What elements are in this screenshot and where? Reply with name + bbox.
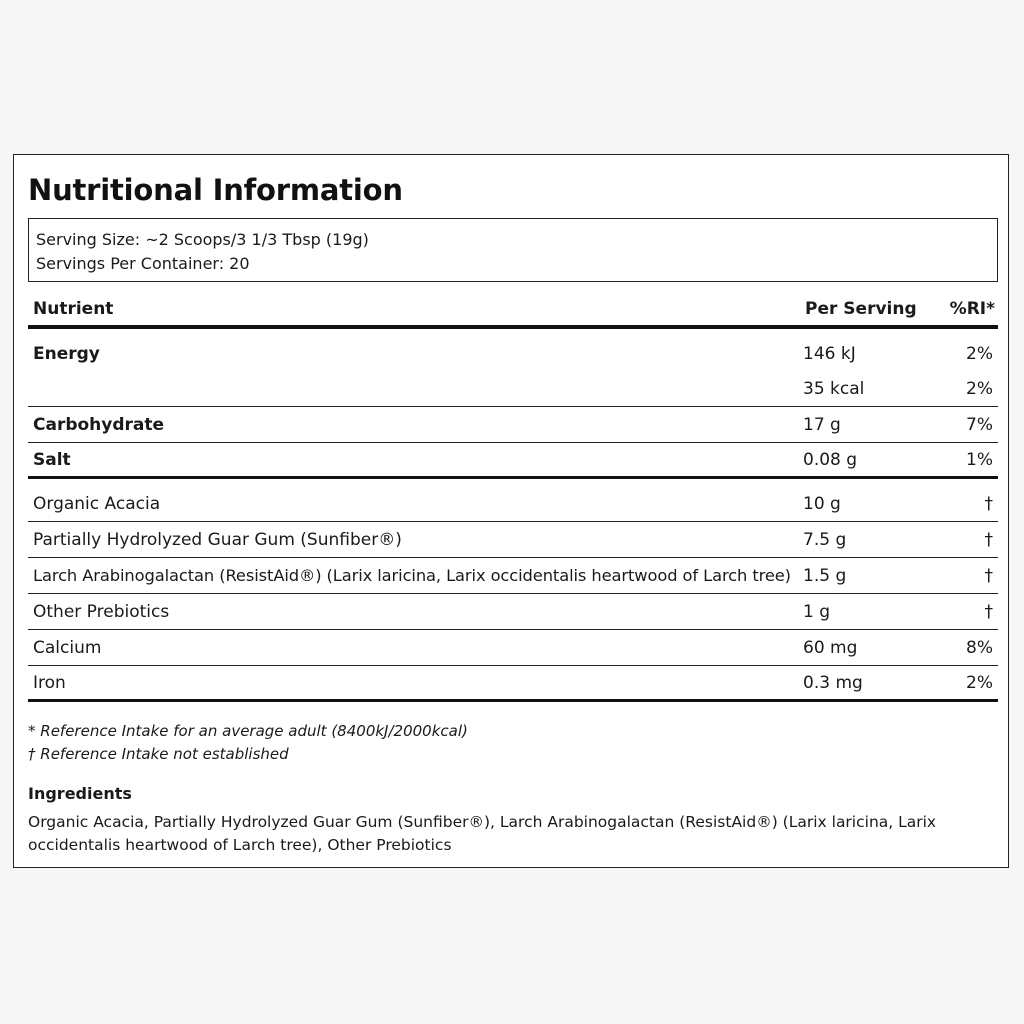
nutrient-amount: 1.5 g: [803, 565, 847, 586]
footnotes: [28, 720, 468, 766]
nutrient-name: Salt: [33, 449, 71, 470]
nutrient-name: Larch Arabinogalactan (ResistAid®) (Larix laricina, Larix occidentalis heartwood of Larch tree): [33, 566, 791, 585]
serving-size: Serving Size: ~2 Scoops/3 1/3 Tbsp (19g): [36, 230, 369, 249]
nutrient-ri: †: [984, 565, 993, 586]
energy-kj-ri: 2%: [966, 344, 993, 364]
nutrient-name: Calcium: [33, 637, 102, 658]
table-header: [28, 293, 998, 329]
nutrient-name: Other Prebiotics: [33, 601, 170, 622]
nutrient-ri: 7%: [966, 414, 993, 435]
table-row-organic-acacia: [28, 479, 998, 522]
table-row-carbohydrate: [28, 407, 998, 443]
nutrient-amount: 17 g: [803, 414, 841, 435]
nutrient-amount: 7.5 g: [803, 529, 847, 550]
table-row-calcium: [28, 630, 998, 666]
nutrient-amount: 1 g: [803, 601, 831, 622]
nutrient-amount: 0.3 mg: [803, 672, 863, 693]
nutrient-ri: 8%: [966, 637, 993, 658]
header-per-serving: Per Serving: [805, 299, 917, 319]
table-row-iron: [28, 666, 998, 702]
serving-info-box: [28, 218, 998, 282]
table-row-larch-arabinogalactan: [28, 558, 998, 594]
nutrient-name: Carbohydrate: [33, 414, 165, 435]
nutrition-panel: [13, 154, 1009, 868]
nutrient-amount: 60 mg: [803, 637, 858, 658]
table-row-energy: [28, 329, 998, 407]
energy-kj: 146 kJ: [803, 344, 856, 364]
nutrient-ri: †: [984, 601, 993, 622]
ingredients-text: Organic Acacia, Partially Hydrolyzed Guar Gum (Sunfiber®), Larch Arabinogalactan (ResistAid®) (Larix laricina, Larix occidentalis heartwood of Larch tree), Other Prebiotics: [28, 813, 937, 854]
energy-kcal-ri: 2%: [966, 379, 993, 399]
table-row-salt: [28, 443, 998, 479]
nutrient-amount: 10 g: [803, 493, 841, 514]
header-nutrient: Nutrient: [33, 299, 114, 319]
nutrient-amount: 0.08 g: [803, 449, 858, 470]
nutrient-name: Partially Hydrolyzed Guar Gum (Sunfiber®): [33, 529, 402, 550]
energy-kcal: 35 kcal: [803, 379, 865, 399]
nutrient-name: Energy: [33, 344, 100, 364]
table-row-other-prebiotics: [28, 594, 998, 630]
nutrient-ri: 2%: [966, 672, 993, 693]
header-ri: %RI*: [949, 299, 995, 319]
nutrient-name: Organic Acacia: [33, 493, 161, 514]
servings-per-container: Servings Per Container: 20: [36, 254, 250, 273]
table-row-guar-gum: [28, 522, 998, 558]
page-title: Nutritional Information: [28, 173, 403, 207]
nutrient-ri: †: [984, 493, 993, 514]
footnote-not-established: † Reference Intake not established: [28, 745, 289, 763]
nutrition-table: [28, 293, 998, 702]
ingredients-heading: Ingredients: [28, 784, 132, 803]
nutrient-ri: 1%: [966, 449, 993, 470]
footnote-reference-intake: * Reference Intake for an average adult (8400kJ/2000kcal): [28, 722, 468, 740]
nutrient-ri: †: [984, 529, 993, 550]
nutrient-name: Iron: [33, 672, 66, 693]
